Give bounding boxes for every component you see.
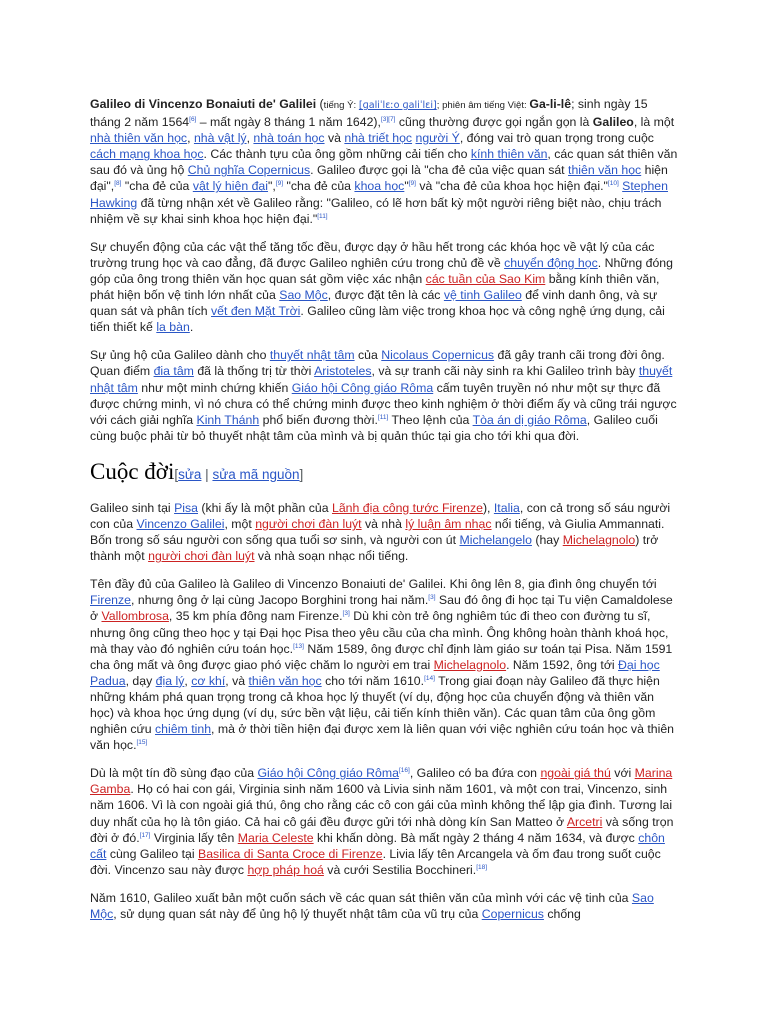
bold-text: Galileo di Vincenzo Bonaiuti de' Galilei: [90, 97, 317, 111]
text-run: và nhà soạn nhạc nổi tiếng.: [254, 549, 409, 564]
text-run: – mất ngày 8 tháng 1 năm 1642),: [196, 115, 381, 130]
text-run: . Livia lấy tên Arcangela và ốm đau trong suốt cuộc đời. Vincenzo sau này được: [90, 846, 661, 877]
text-run: (khi ấy là một phần của: [198, 500, 332, 515]
missing-wiki-link[interactable]: lý luận âm nhạc: [405, 516, 492, 531]
wiki-link[interactable]: thuyết nhật tâm: [90, 364, 673, 395]
text-run: Năm 1589, ông được chỉ định làm giáo sư toán tại Pisa. Năm 1591 cha ông mất và ông được giao phó việc chăm lo người em trai: [90, 641, 673, 672]
text-run: nổi tiếng, và Giulia Ammannati. Bốn trong số sáu người con sống qua tuổi sơ sinh, và người con út: [90, 516, 665, 548]
missing-wiki-link[interactable]: Marina Gamba: [90, 766, 673, 797]
missing-wiki-link[interactable]: Michelagnolo: [433, 657, 507, 672]
wiki-link[interactable]: chôn cất: [90, 830, 665, 861]
text-run: (hay: [531, 533, 563, 548]
text-run: ),: [482, 500, 494, 515]
text-run: cấm tuyên truyền nó như một sự thực đã được chứng minh, vì nó chưa có thể chứng minh được theo kinh nghiệm ở thời điểm ấy và cũng trái ngược với cách giải nghĩa: [90, 380, 677, 427]
wiki-link[interactable]: Pisa: [174, 500, 198, 515]
text-run: ) trở thành một: [90, 533, 659, 564]
text-run: Trong giai đoạn này Galileo đã thực hiện những khám phá quan trọng trong cả khoa học lý thuyết (ví dụ, động học của chuyển động và thiên văn học) và khoa học ứng dụng (ví dụ, sức bền vật liệu, cải tiến kính thiên văn). Các quan tâm của ông gồm nghiên cứu: [90, 673, 660, 737]
text-run: ,: [246, 131, 254, 146]
citation-link[interactable]: [13]: [293, 642, 304, 650]
text-run: , được đặt tên là các: [327, 288, 444, 303]
text-run: . Các thành tựu của ông gồm những cải tiến cho: [203, 147, 471, 162]
wiki-link[interactable]: cơ khí: [191, 673, 226, 688]
text-run: Tên đầy đủ của Galileo là Galileo di Vincenzo Bonaiuti de' Galilei. Khi ông lên 8, gia đình ông chuyển tới: [90, 577, 657, 592]
citation-link[interactable]: [15]: [136, 739, 148, 747]
text-run: ,: [187, 131, 194, 146]
section-title: Cuộc đời: [90, 458, 175, 484]
citation-link[interactable]: [18]: [476, 863, 488, 871]
text-run: cũng thường được gọi ngắn gọn là: [395, 115, 593, 130]
text-run: ",: [268, 179, 276, 194]
wiki-link[interactable]: địa tâm: [153, 364, 194, 379]
text-run: và sống trọn đời ở đó.: [90, 814, 674, 845]
text-run: , con cả trong số sáu người con của: [90, 500, 671, 531]
wiki-link[interactable]: Vincenzo Galilei: [136, 516, 225, 531]
wiki-link[interactable]: vệ tinh Galileo: [443, 288, 522, 303]
edit-source-link[interactable]: sửa mã nguồn: [212, 466, 300, 482]
section-edit-links: [sửa | sửa mã nguồn]: [174, 466, 304, 482]
small-note: tiếng Ý:: [323, 100, 359, 111]
wiki-link[interactable]: kính thiên văn: [470, 147, 548, 162]
text-run: , Galileo có ba đứa con: [409, 766, 541, 781]
text-run: đã gây tranh cãi trong đời ông. Quan điểm: [90, 348, 665, 379]
text-run: hiện đại",: [90, 163, 668, 194]
wiki-link[interactable]: Italia: [493, 500, 520, 515]
text-run: Năm 1610, Galileo xuất bản một cuốn sách về các quan sát thiên văn của mình với các vệ tinh của: [90, 890, 632, 905]
wiki-link[interactable]: nhà thiên văn học: [90, 131, 188, 146]
text-run: Galileo sinh tại: [90, 500, 175, 515]
missing-wiki-link[interactable]: các tuần của Sao Kim: [425, 271, 546, 286]
text-run: . Những đóng góp của ông trong thiên văn học quan sát gồm việc xác nhận: [90, 255, 673, 286]
wiki-link[interactable]: Stephen Hawking: [90, 179, 668, 210]
wiki-link[interactable]: vết đen Mặt Trời: [211, 304, 301, 319]
text-run: , 35 km phía đông nam Firenze.: [168, 609, 343, 624]
text-run: , nhưng ông ở lại cùng Jacopo Borghini trong hai năm.: [131, 593, 429, 608]
wiki-link[interactable]: Sao Mộc: [279, 288, 328, 303]
text-run: đã từng nhận xét về Galileo rằng: "Galileo, có lẽ hơn bất kỳ một người riêng biệt nào, chịu trách nhiệm về sự khai sinh khoa học hiện đại.": [90, 195, 662, 226]
text-run: cho tới năm 1610.: [321, 673, 425, 688]
text-run: , Galileo cuối cùng buộc phải từ bỏ thuyết nhật tâm của mình và bị quản thúc tại gia cho tới khi qua đời.: [90, 412, 658, 443]
publication-paragraph: [90, 890, 680, 922]
wiki-link[interactable]: Chủ nghĩa Copernicus: [187, 163, 311, 178]
text-run: (: [316, 97, 324, 111]
wiki-link[interactable]: thiên văn học: [568, 163, 642, 178]
citation-link[interactable]: [3]: [342, 610, 350, 618]
text-run: . Họ có hai con gái, Virginia sinh năm 1600 và Livia sinh năm 1601, và một con trai, Vincenzo, sinh năm 1606. Vì là con ngoài giá thú, ông cho rằng các cô con gái của mình không thể lập gia đình. Tương lai duy nhất của họ là tôn giáo. Cả hai cô gái đều được gửi tới nhà dòng kín San Matteo ở: [90, 782, 673, 829]
small-note: ; phiên âm tiếng Việt:: [436, 100, 530, 111]
wiki-link[interactable]: Copernicus: [481, 907, 544, 922]
citation-link[interactable]: [9]: [408, 180, 416, 188]
wiki-link[interactable]: khoa học: [354, 179, 405, 194]
text-run: "cha đẻ của: [283, 179, 355, 194]
bold-text: Galileo: [592, 115, 634, 130]
text-run: Sự ủng hộ của Galileo dành cho: [90, 348, 270, 363]
text-run: "cha đẻ của: [121, 179, 193, 194]
text-run: và nhà: [361, 516, 406, 531]
text-run: chống: [543, 907, 581, 922]
text-run: , dạy: [125, 673, 156, 688]
wiki-link[interactable]: Giáo hội Công giáo Rôma: [291, 380, 434, 395]
missing-wiki-link[interactable]: người chơi đàn luýt: [255, 516, 362, 531]
wiki-link[interactable]: Giáo hội Công giáo Rôma: [257, 766, 399, 781]
missing-wiki-link[interactable]: Maria Celeste: [237, 830, 314, 845]
text-run: khi khấn dòng. Bà mất ngày 2 tháng 4 năm 1634, và được: [313, 830, 639, 845]
wiki-link[interactable]: Firenze: [90, 593, 132, 608]
citation-link[interactable]: [11]: [317, 212, 328, 220]
wiki-link[interactable]: Nicolaus Copernicus: [381, 348, 495, 363]
text-run: , là một: [633, 115, 675, 130]
birth-paragraph: [90, 500, 680, 564]
missing-wiki-link[interactable]: hợp pháp hoá: [247, 862, 324, 877]
wiki-link[interactable]: Kinh Thánh: [196, 412, 260, 427]
missing-wiki-link[interactable]: Michelagnolo: [562, 533, 636, 548]
missing-wiki-link[interactable]: Lãnh địa công tước Firenze: [331, 500, 483, 515]
missing-wiki-link[interactable]: người chơi đàn luýt: [148, 549, 255, 564]
missing-wiki-link[interactable]: Vallombrosa: [101, 609, 169, 624]
wiki-link[interactable]: thuyết nhật tâm: [269, 348, 355, 363]
wiki-link[interactable]: Aristoteles: [314, 364, 372, 379]
section-heading: [90, 458, 680, 488]
text-run: cùng Galileo tại: [106, 846, 199, 861]
wiki-link[interactable]: nhà vật lý: [193, 131, 247, 146]
citation-link[interactable]: [14]: [424, 674, 435, 682]
text-run: . Năm 1592, ông tới: [506, 657, 619, 672]
edit-link[interactable]: sửa: [178, 466, 202, 482]
wiki-link[interactable]: la bàn: [156, 320, 190, 335]
wiki-link[interactable]: địa lý: [155, 673, 185, 688]
text-run: đã là thống trị từ thời: [193, 364, 315, 379]
bold-text: Ga-li-lê: [529, 97, 572, 111]
text-run: Sau đó ông đi học tại Tu viện Camaldolese ở: [90, 593, 673, 624]
text-run: , sử dụng quan sát này để ủng hộ lý thuyết nhật tâm của vũ trụ của: [113, 907, 482, 922]
family-paragraph: [90, 765, 680, 878]
heliocentrism-paragraph: [90, 347, 680, 444]
text-run: Dù là một tín đồ sùng đạo của: [90, 766, 258, 781]
text-run: . Galileo cũng làm việc trong khoa học và công nghệ ứng dụng, cải tiến thiết kế: [90, 304, 665, 335]
citation-link[interactable]: [9]: [275, 180, 284, 188]
article-body: [90, 96, 680, 934]
wiki-link[interactable]: Sao Mộc: [90, 890, 654, 922]
wiki-link[interactable]: nhà triết học: [344, 131, 413, 146]
text-run: , và: [225, 673, 249, 688]
text-run: Dù khi còn trẻ ông nghiêm túc đi theo con đường tu sĩ, nhưng ông cũng theo học y tại Đại học Pisa theo yêu cầu của cha mình. Ông không hoàn thành khoá học, mà thay vào đó nghiên cứu toán học.: [90, 609, 669, 656]
wiki-link[interactable]: cách mạng khoa học: [90, 147, 204, 162]
wiki-link[interactable]: chiêm tinh: [154, 722, 212, 737]
physics-paragraph: [90, 239, 680, 336]
wiki-link[interactable]: Michelangelo: [459, 533, 532, 548]
text-run: ; sinh ngày 15 tháng 2 năm 1564: [90, 97, 648, 130]
text-run: ,: [184, 673, 192, 688]
text-run: Sự chuyển động của các vật thể tăng tốc đều, được dạy ở hầu hết trong các khóa học về vật lý của các trường trung học và cao đẳng, đã được Galileo nghiên cứu trong chủ đề về: [90, 239, 655, 270]
text-run: . Galileo được gọi là "cha đẻ của việc quan sát: [310, 163, 569, 178]
text-run: và: [324, 131, 345, 146]
wiki-link[interactable]: người Ý: [415, 131, 460, 146]
text-run: , một: [224, 516, 256, 531]
citation-link[interactable]: [3]: [428, 594, 436, 602]
text-run: , và sự tranh cãi này sinh ra khi Galileo trình bày: [371, 364, 639, 379]
text-run: như một minh chứng khiến: [137, 380, 292, 395]
text-run: và "cha đẻ của khoa học hiện đại.": [415, 179, 608, 194]
text-run: .: [189, 320, 194, 335]
text-run: phổ biến đương thời.: [259, 412, 378, 427]
wiki-link[interactable]: chuyển động học: [504, 255, 598, 270]
citation-link[interactable]: [17]: [139, 831, 151, 839]
citation-link[interactable]: [6]: [189, 116, 197, 123]
text-run: để vinh danh ông, và sự quan sát và phân tích: [90, 288, 658, 319]
text-run: , các quan sát thiên văn sau đó và ủng hộ: [90, 147, 678, 178]
ipa-pronunciation-link[interactable]: [ɡaliˈlɛːo ɡaliˈlɛi]: [358, 100, 437, 111]
text-run: bằng kính thiên văn, phát hiện bốn vệ tinh lớn nhất của: [90, 271, 660, 303]
text-run: với: [610, 766, 635, 781]
wiki-link[interactable]: Đại học Padua: [90, 657, 660, 688]
text-run: ": [404, 179, 409, 194]
citation-link[interactable]: [16]: [398, 767, 410, 775]
wiki-link[interactable]: thiên văn học: [248, 673, 322, 688]
wiki-link[interactable]: nhà toán học: [253, 131, 325, 146]
text-run: , đóng vai trò quan trọng trong cuộc: [459, 131, 654, 146]
text-run: của: [354, 348, 382, 363]
wiki-link[interactable]: vật lý hiện đại: [192, 179, 269, 194]
citation-link[interactable]: [11]: [377, 413, 389, 421]
citation-link[interactable]: [8]: [114, 180, 122, 188]
intro-paragraph: [90, 96, 680, 227]
text-run: Theo lệnh của: [388, 412, 473, 427]
text-run: Virginia lấy tên: [150, 830, 238, 845]
missing-wiki-link[interactable]: Basilica di Santa Croce di Firenze: [198, 846, 383, 861]
wiki-link[interactable]: Tòa án dị giáo Rôma: [472, 412, 587, 427]
missing-wiki-link[interactable]: ngoài giá thú: [540, 766, 611, 781]
citation-link[interactable]: [10]: [607, 180, 619, 188]
text-run: và cưới Sestilia Bocchineri.: [323, 862, 477, 877]
citation-link[interactable]: [3][7]: [380, 116, 396, 123]
text-run: , mà ở thời tiền hiện đại được xem là liên quan với việc nghiên cứu toán học và thiên văn học.: [90, 722, 674, 753]
education-paragraph: [90, 576, 680, 753]
missing-wiki-link[interactable]: Arcetri: [566, 814, 603, 829]
